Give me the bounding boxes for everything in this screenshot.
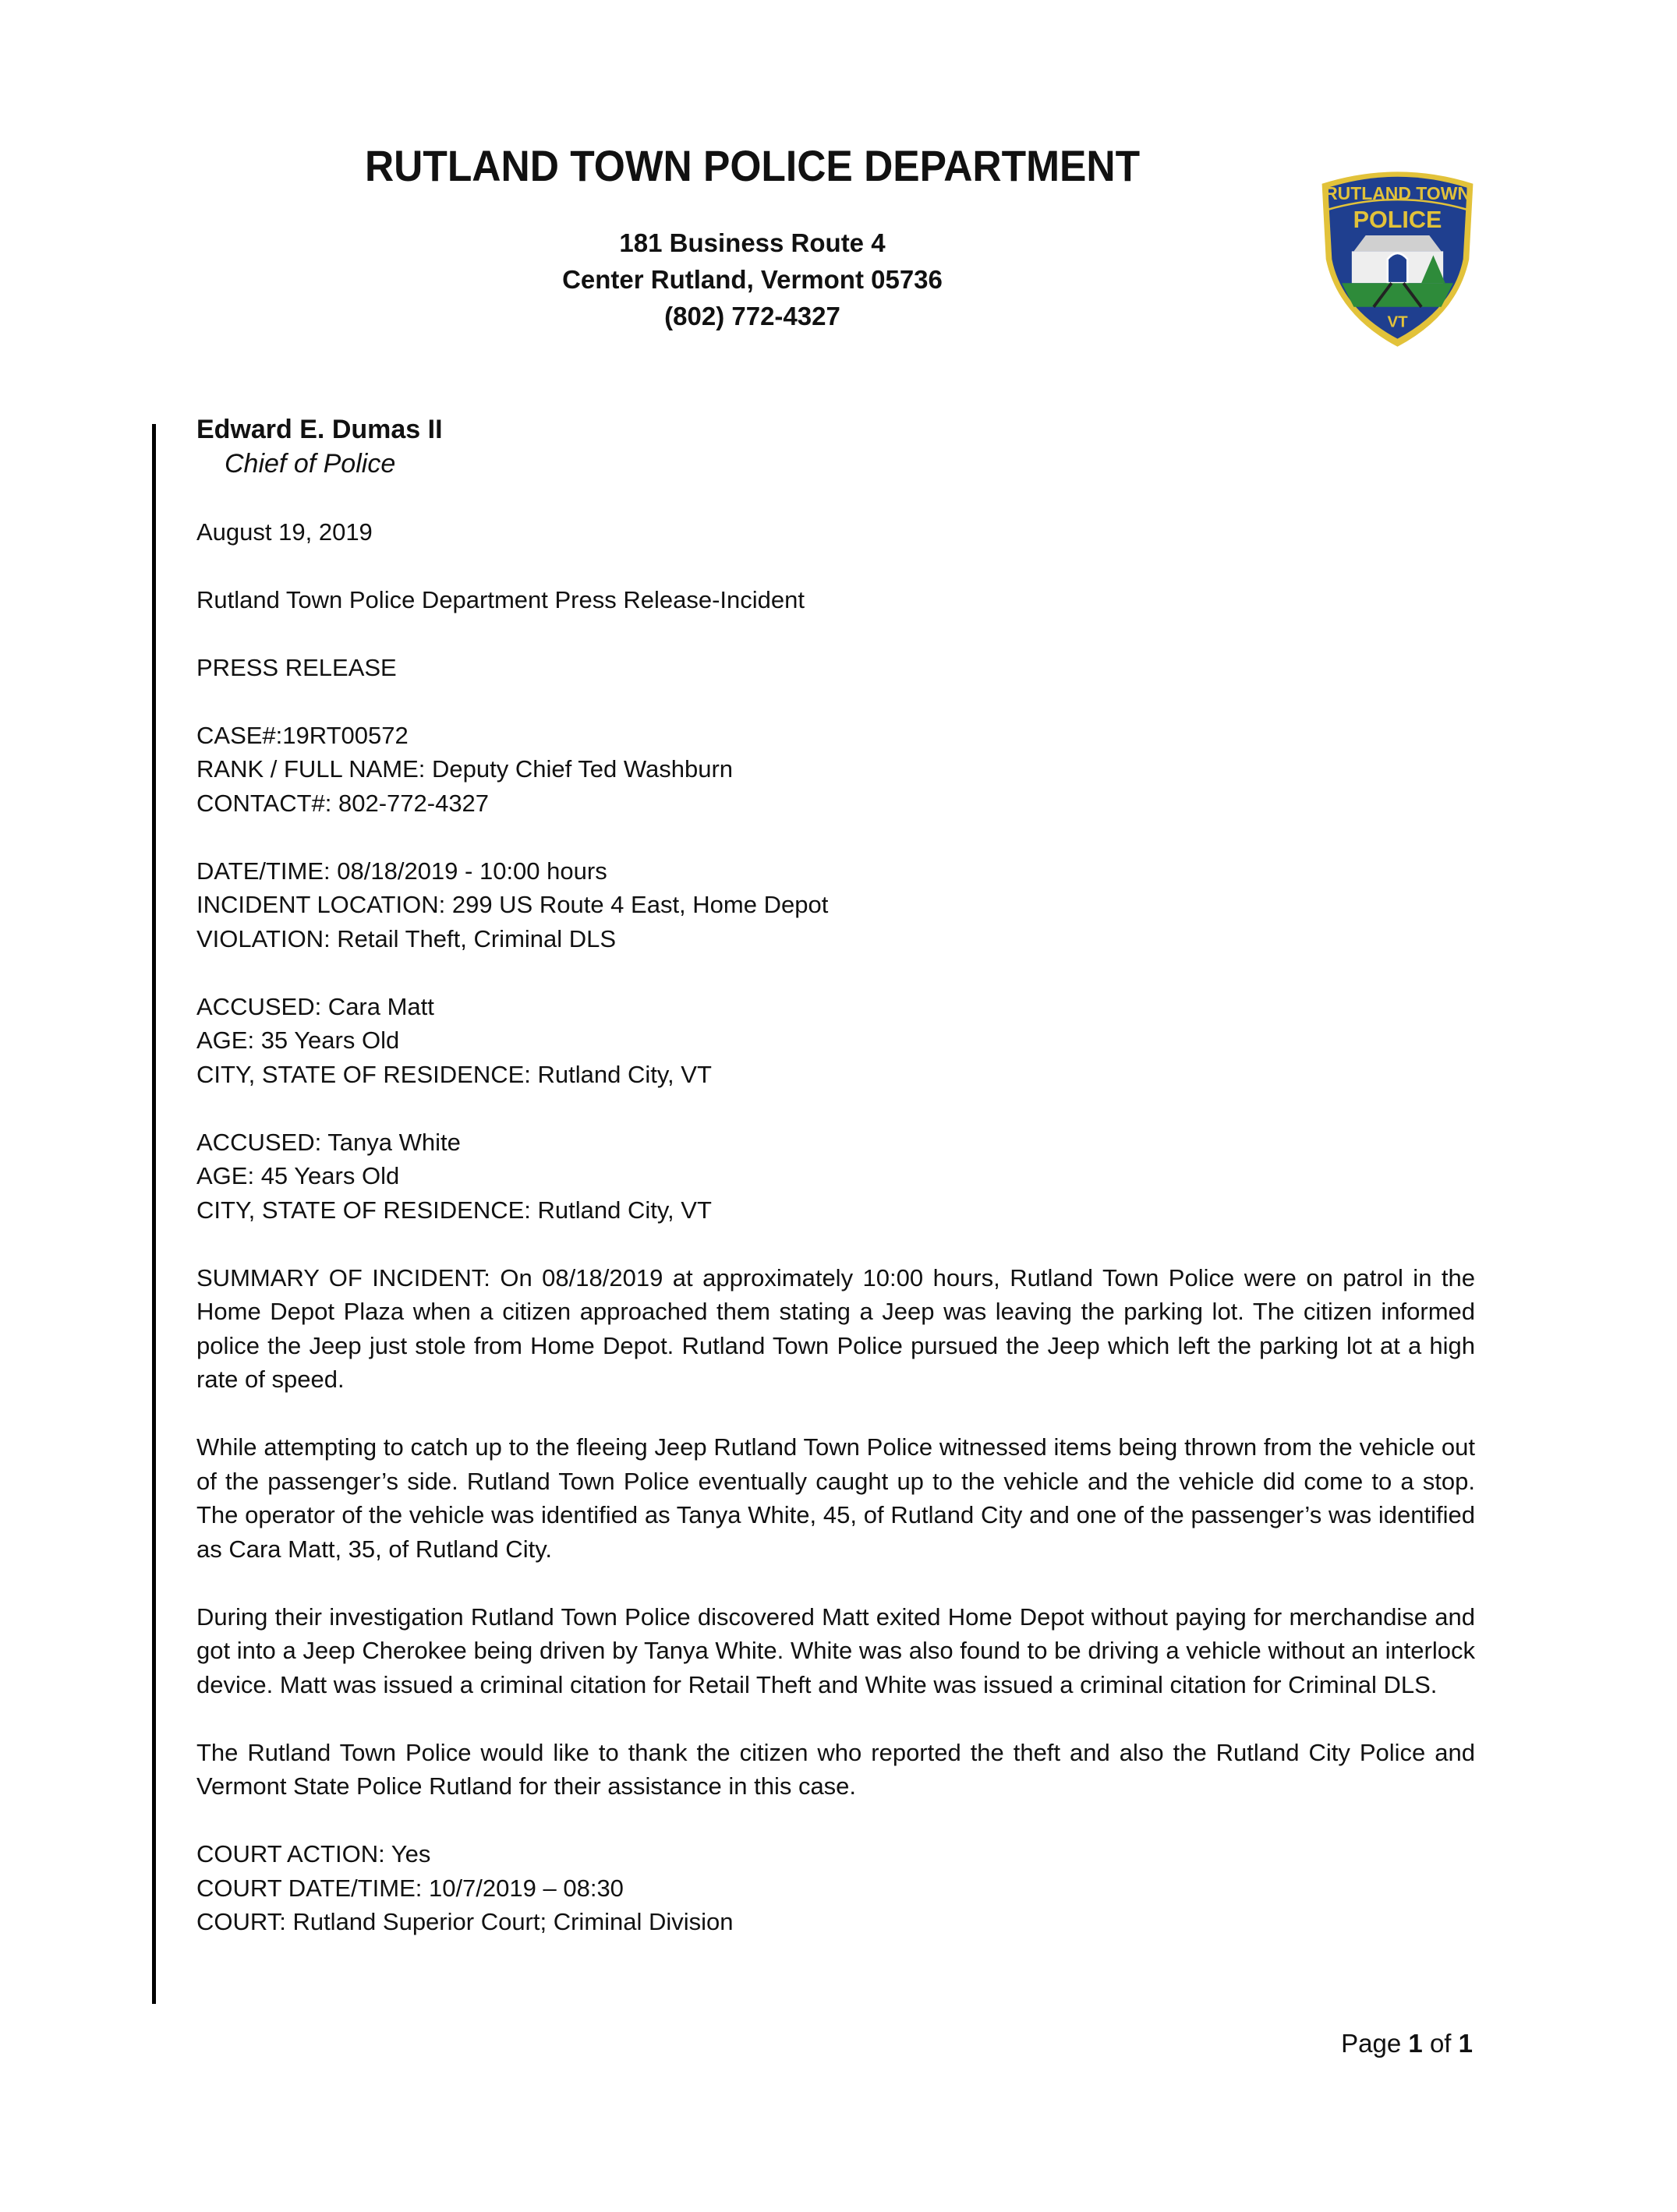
rank-full-name: RANK / FULL NAME: Deputy Chief Ted Washburn	[196, 755, 734, 783]
page-label: Page	[1341, 2029, 1402, 2058]
incident-violation: VIOLATION: Retail Theft, Criminal DLS	[196, 924, 617, 952]
letterhead-title: RUTLAND TOWN POLICE DEPARTMENT	[364, 141, 1141, 190]
court-action: COURT ACTION: Yes	[196, 1840, 431, 1867]
release-subject: Rutland Town Police Department Press Release-Incident	[196, 585, 805, 613]
press-release-body	[196, 413, 1475, 1939]
accused-age: AGE: 45 Years Old	[196, 1162, 400, 1189]
badge-top-text: RUTLAND TOWN	[1325, 183, 1470, 204]
thanks-paragraph: The Rutland Town Police would like to thank the citizen who reported the theft and also the Rutland City Police and Vermont State Police Rutland for their assistance in this case.	[196, 1738, 1475, 1800]
pursuit-paragraph: While attempting to catch up to the fleeing Jeep Rutland Town Police witnessed items being thrown from the vehicle out of the passenger’s side. Rutland Town Police eventually caught up to the vehicle and the vehicle did come to a stop. The operator of the vehicle was identified as Tanya White, 45, of Rutland City and one of the passenger’s was identified as Cara Matt, 35, of Rutland City.	[196, 1433, 1475, 1563]
address-line-1: 181 Business Route 4	[619, 228, 886, 257]
incident-datetime: DATE/TIME: 08/18/2019 - 10:00 hours	[196, 857, 607, 885]
accused-age: AGE: 35 Years Old	[196, 1026, 400, 1054]
page-current: 1	[1408, 2029, 1423, 2058]
police-badge-icon	[1298, 156, 1497, 355]
incident-location: INCIDENT LOCATION: 299 US Route 4 East, Home Depot	[196, 891, 829, 918]
phone-number: (802) 772-4327	[664, 302, 840, 330]
address-line-2: Center Rutland, Vermont 05736	[562, 265, 943, 294]
margin-rule	[152, 424, 156, 2004]
badge-middle-text: POLICE	[1353, 206, 1442, 233]
page-total: 1	[1458, 2029, 1473, 2058]
case-number: CASE#:19RT00572	[196, 721, 409, 749]
investigation-paragraph: During their investigation Rutland Town Police discovered Matt exited Home Depot without paying for merchandise and got into a Jeep Cherokee being driven by Tanya White. White was also found to be driving a vehicle without an interlock device. Matt was issued a criminal citation for Retail Theft and White was issued a criminal citation for Criminal DLS.	[196, 1602, 1475, 1698]
accused-name: ACCUSED: Tanya White	[196, 1128, 461, 1156]
court-name: COURT: Rutland Superior Court; Criminal Division	[196, 1908, 734, 1935]
accused-residence: CITY, STATE OF RESIDENCE: Rutland City, VT	[196, 1196, 712, 1224]
chief-name: Edward E. Dumas II	[196, 415, 443, 444]
accused-residence: CITY, STATE OF RESIDENCE: Rutland City, VT	[196, 1060, 712, 1088]
badge-bottom-text: VT	[1387, 313, 1408, 331]
contact-number: CONTACT#: 802-772-4327	[196, 789, 490, 817]
page-number	[1341, 2029, 1473, 2058]
release-label: PRESS RELEASE	[196, 653, 397, 681]
of-label: of	[1429, 2029, 1452, 2058]
summary-paragraph: SUMMARY OF INCIDENT: On 08/18/2019 at approximately 10:00 hours, Rutland Town Police were on patrol in the Home Depot Plaza when a citizen approached them stating a Jeep was leaving the parking lot. The citizen informed police the Jeep just stole from Home Depot. Rutland Town Police pursued the Jeep which left the parking lot at a high rate of speed.	[196, 1263, 1475, 1393]
court-datetime: COURT DATE/TIME: 10/7/2019 – 08:30	[196, 1874, 624, 1902]
accused-name: ACCUSED: Cara Matt	[196, 992, 434, 1020]
release-date: August 19, 2019	[196, 518, 373, 546]
chief-title: Chief of Police	[225, 448, 396, 479]
